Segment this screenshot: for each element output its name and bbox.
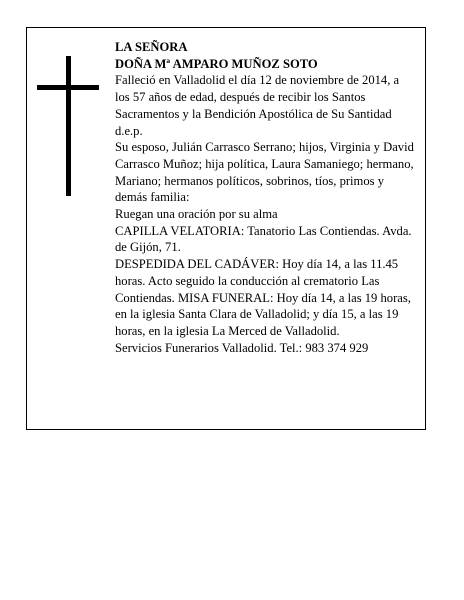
notice-text: [115, 39, 415, 356]
death-announcement: Falleció en Valladolid el día 12 de noviembre de 2014, a los 57 años de edad, después de recibir los Santos Sacramentos y la Bendición Apostólica de Su Santidad d.e.p.: [115, 73, 400, 138]
cross-vertical-bar: [66, 56, 71, 196]
funeral-schedule: DESPEDIDA DEL CADÁVER: Hoy día 14, a las 11.45 horas. Acto seguido la conducción al crematorio Las Contiendas. MISA FUNERAL: Hoy día 14, a las 19 horas, en la iglesia Santa Clara de Valladolid; y día 15, a las 19 horas, en la iglesia La Merced de Valladolid.: [115, 257, 411, 338]
cross-horizontal-bar: [37, 85, 99, 90]
notice-title: LA SEÑORA: [115, 40, 188, 54]
prayer-request: Ruegan una oración por su alma: [115, 207, 278, 222]
obituary-notice: [26, 27, 426, 430]
deceased-name: DOÑA Mª AMPARO MUÑOZ SOTO: [115, 56, 318, 71]
family-list: Su esposo, Julián Carrasco Serrano; hijos, Virginia y David Carrasco Muñoz; hija política, Laura Samaniego; hermano, Mariano; hermanos políticos, sobrinos, tíos, primos y demás familia:: [115, 140, 414, 205]
wake-location: CAPILLA VELATORIA: Tanatorio Las Contiendas. Avda. de Gijón, 71.: [115, 223, 412, 255]
latin-cross-icon: [37, 56, 99, 196]
funeral-services-contact: Servicios Funerarios Valladolid. Tel.: 983 374 929: [115, 340, 369, 355]
